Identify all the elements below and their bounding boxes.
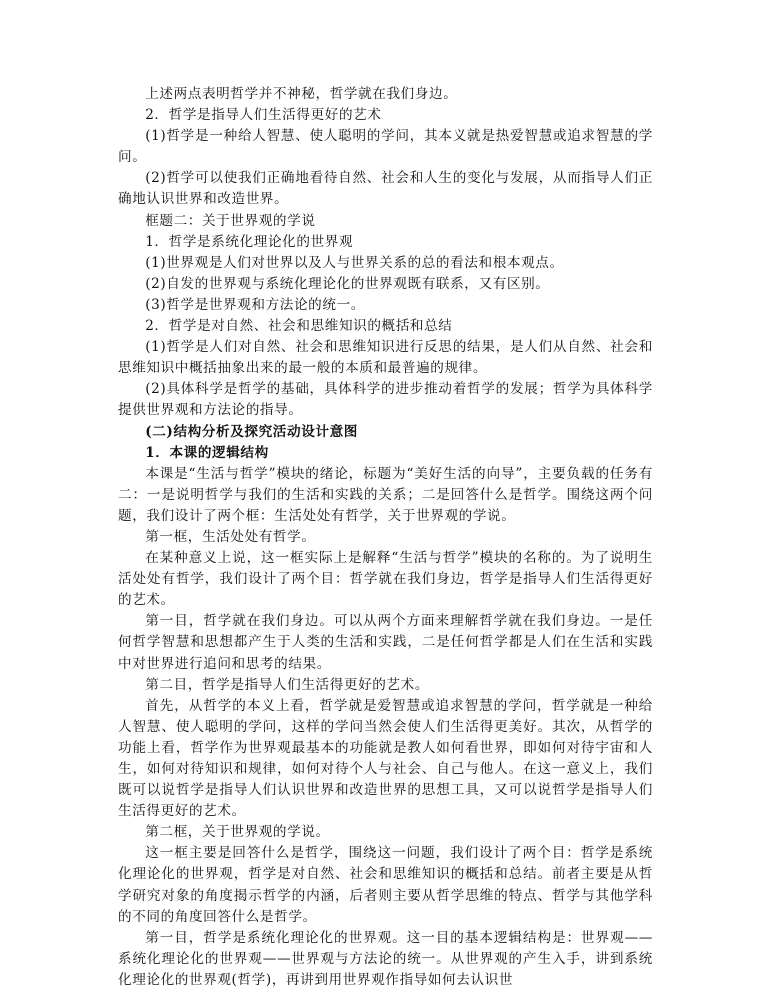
paragraph: 第二框，关于世界观的学说。 [145, 824, 330, 841]
bold-heading: 1．本课的逻辑结构 [145, 444, 269, 461]
section-heading: 2．哲学是对自然、社会和思维知识的概括和总结 [145, 318, 453, 335]
paragraph: (2)具体科学是哲学的基础，具体科学的进步推动着哲学的发展；哲学为具体科学提供世界观和方法论的指导。 [118, 381, 653, 419]
paragraph: (1)哲学是人们对自然、社会和思维知识进行反思的结果，是人们从自然、社会和思维知识中概括抽象出来的最一般的本质和最普遍的规律。 [118, 339, 653, 377]
paragraph: 第二目，哲学是指导人们生活得更好的艺术。 [145, 676, 430, 693]
paragraph: (1)哲学是一种给人智慧、使人聪明的学问，其本义就是热爱智慧或追求智慧的学问。 [118, 128, 653, 166]
section-heading: 1．哲学是系统化理论化的世界观 [145, 233, 354, 250]
paragraph: 第一目，哲学就在我们身边。可以从两个方面来理解哲学就在我们身边。一是任何哲学智慧和思想都产生于人类的生活和实践，二是任何哲学都是人们在生活和实践中对世界进行追问和思考的结果。 [118, 613, 653, 672]
section-heading: 框题二：关于世界观的学说 [145, 212, 316, 229]
section-heading: 2．哲学是指导人们生活得更好的艺术 [145, 107, 382, 124]
paragraph: 这一框主要是回答什么是哲学，围绕这一问题，我们设计了两个目：哲学是系统化理论化的世界观，哲学是对自然、社会和思维知识的概括和总结。前者主要是从哲学研究对象的角度揭示哲学的内涵，后者则主要从哲学思维的特点、哲学与其他学科的不同的角度回答什么是哲学。 [118, 845, 653, 925]
paragraph: 第一框，生活处处有哲学。 [145, 528, 316, 545]
bold-heading: (二)结构分析及探究活动设计意图 [145, 423, 358, 440]
paragraph: 本课是“生活与哲学”模块的绪论，标题为“美好生活的向导”，主要负载的任务有二：一是说明哲学与我们的生活和实践的关系；二是回答什么是哲学。围绕这两个问题，我们设计了两个框：生活处处有哲学，关于世界观的学说。 [118, 465, 653, 524]
paragraph: (3)哲学是世界观和方法论的统一。 [145, 296, 365, 313]
paragraph: 上述两点表明哲学并不神秘，哲学就在我们身边。 [145, 86, 458, 102]
paragraph: 首先，从哲学的本义上看，哲学就是爱智慧或追求智慧的学问，哲学就是一种给人智慧、使人聪明的学问，这样的学问当然会使人们生活得更美好。其次，从哲学的功能上看，哲学作为世界观最基本的功能就是教人如何看世界，即如何对待宇宙和人生，如何对待知识和规律，如何对待个人与社会、自己与他人。在这一意义上，我们既可以说哲学是指导人们认识世界和改造世界的思想工具，又可以说哲学是指导人们生活得更好的艺术。 [118, 697, 653, 820]
document-body [118, 84, 653, 991]
paragraph: 第一目，哲学是系统化理论化的世界观。这一目的基本逻辑结构是：世界观——系统化理论化的世界观——世界观与方法论的统一。从世界观的产生入手，讲到系统化理论化的世界观(哲学)，再讲到用世界观作指导如何去认识世 [118, 929, 653, 988]
paragraph: (1)世界观是人们对世界以及人与世界关系的总的看法和根本观点。 [145, 254, 564, 271]
paragraph: (2)自发的世界观与系统化理论化的世界观既有联系，又有区别。 [145, 275, 550, 292]
paragraph: 在某种意义上说，这一框实际上是解释“生活与哲学”模块的名称的。为了说明生活处处有哲学，我们设计了两个目：哲学就在我们身边，哲学是指导人们生活得更好的艺术。 [118, 550, 653, 609]
paragraph: (2)哲学可以使我们正确地看待自然、社会和人生的变化与发展，从而指导人们正确地认识世界和改造世界。 [118, 170, 653, 208]
